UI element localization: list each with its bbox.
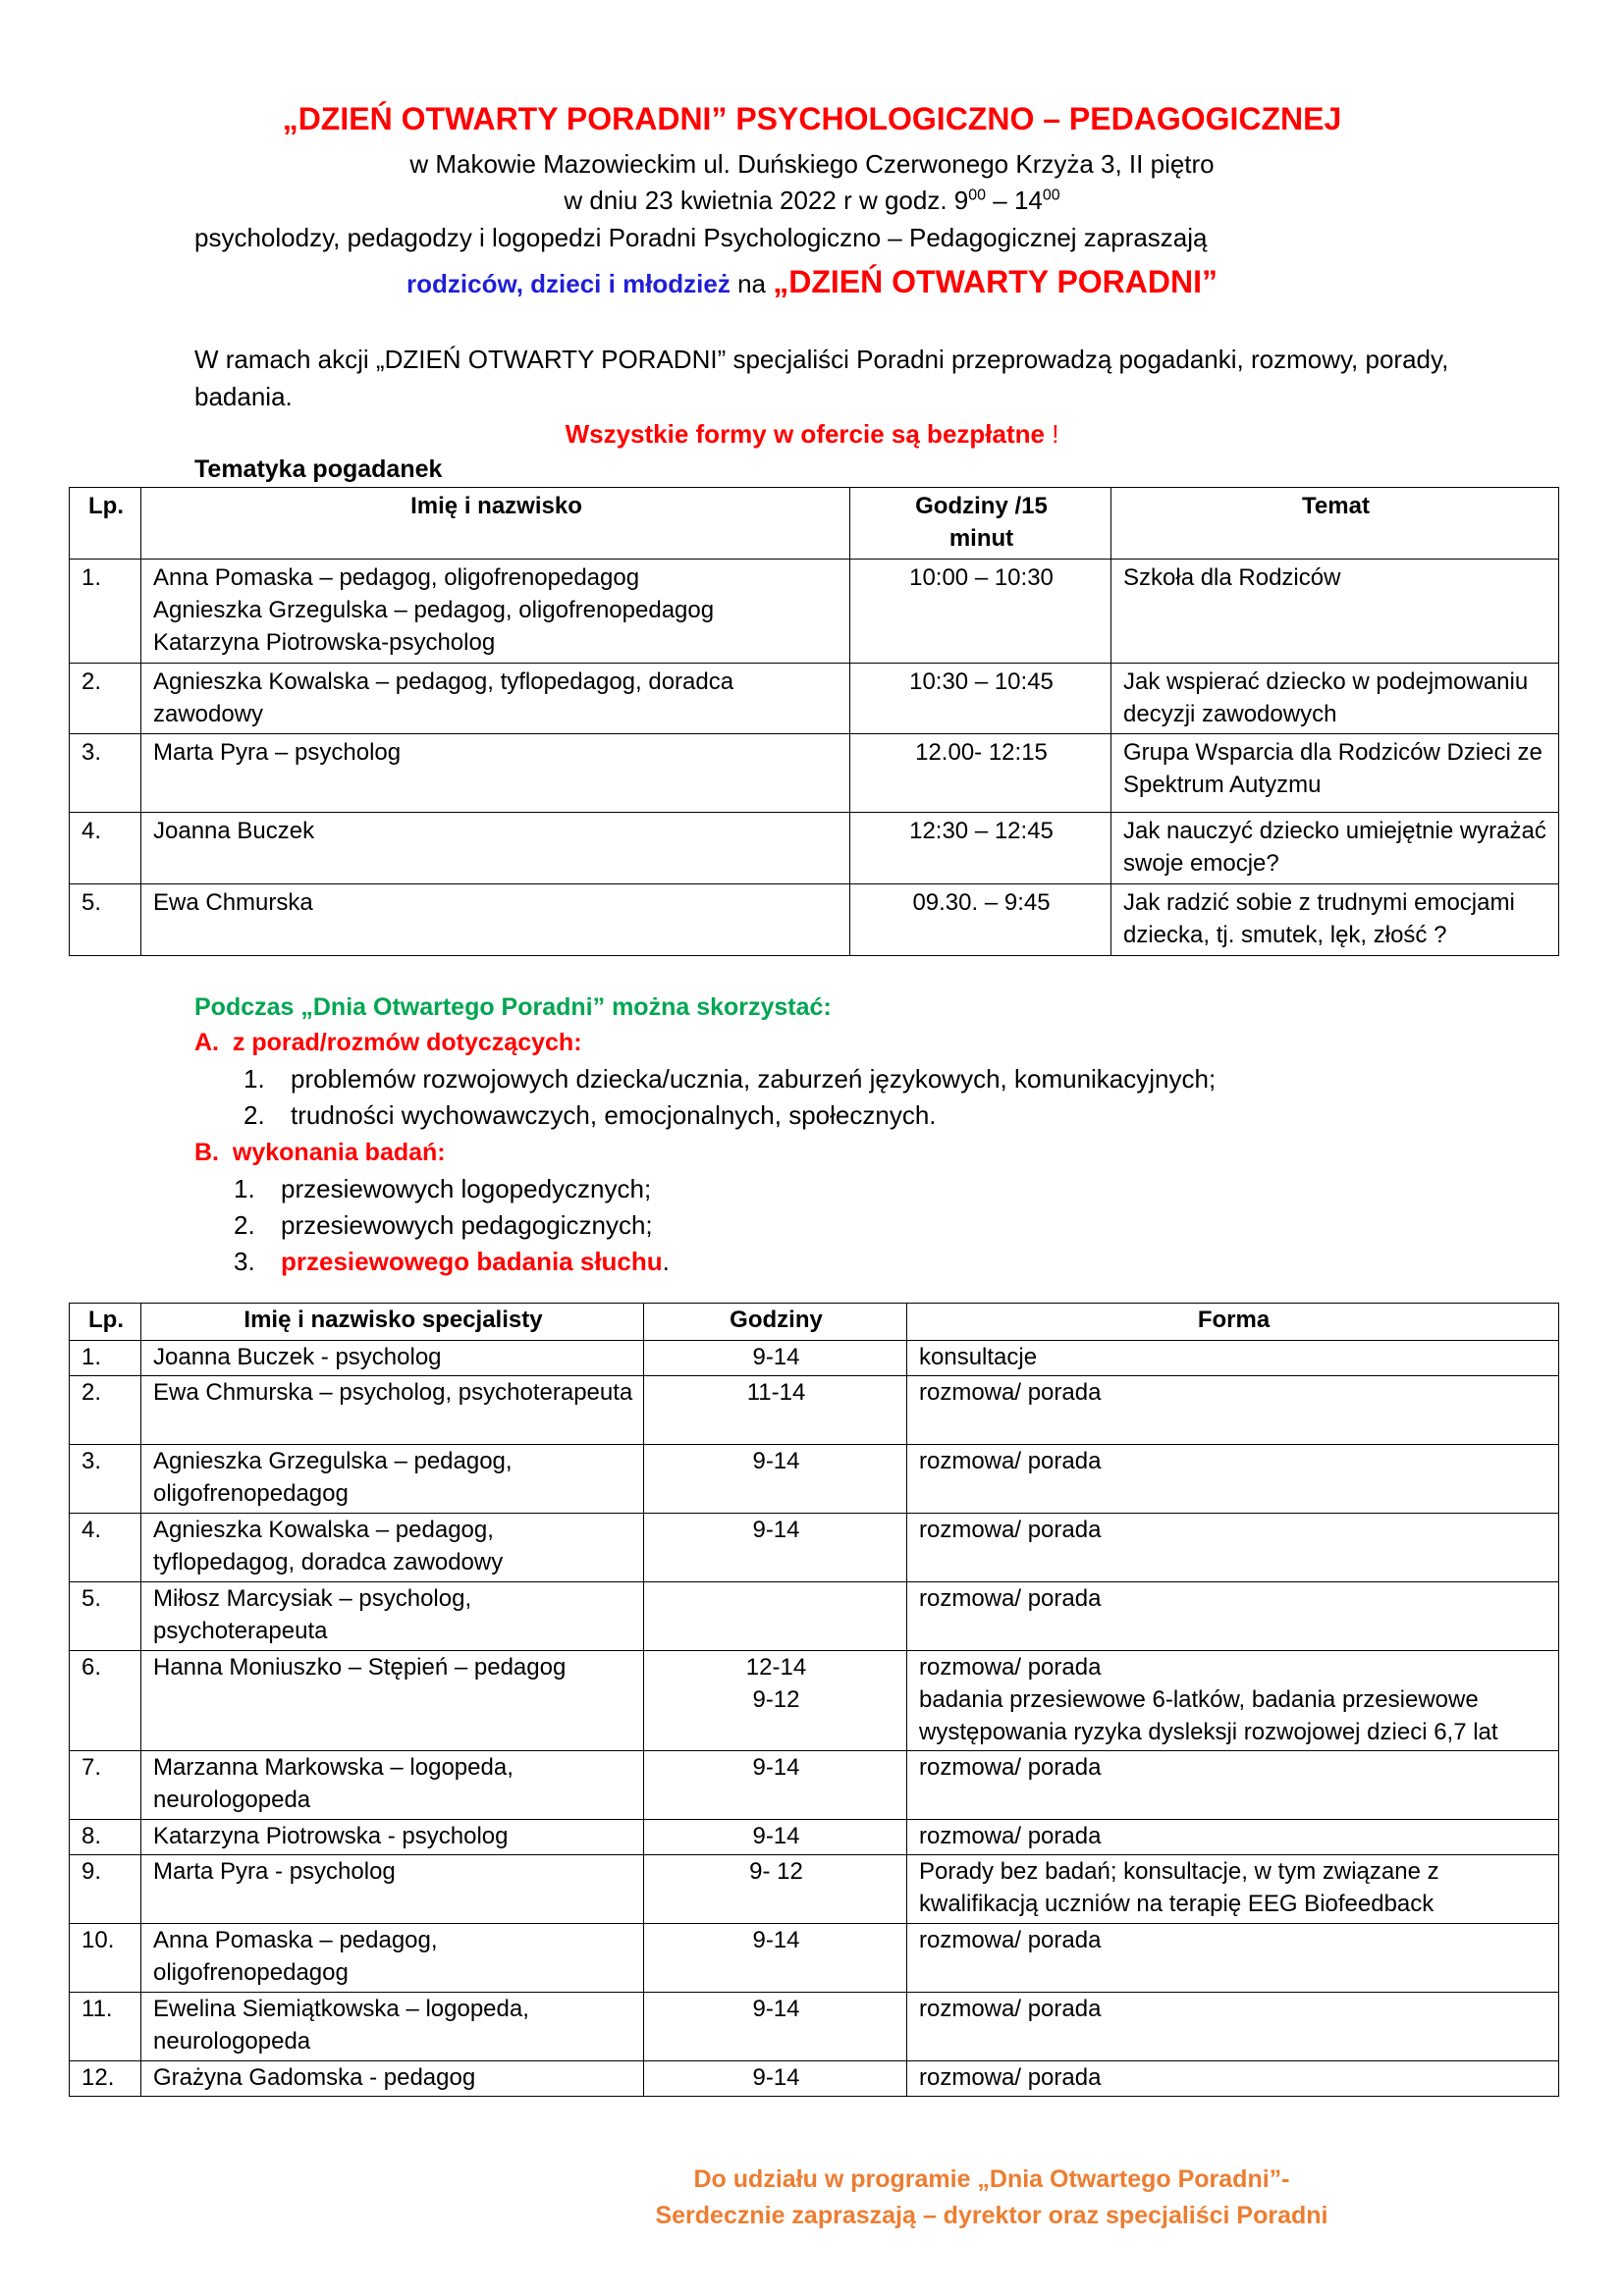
specialist-row (70, 1650, 1559, 1750)
specialist-name: Anna Pomaska – pedagog, oligofrenopedagog (141, 1923, 644, 1992)
specialist-lp: 4. (70, 1513, 141, 1581)
specialist-lp: 7. (70, 1750, 141, 1819)
talks-hours: 09.30. – 9:45 (850, 884, 1111, 956)
invitees-line (0, 261, 1624, 304)
address-line: w Makowie Mazowieckim ul. Duńskiego Czerwonego Krzyża 3, II piętro (409, 149, 1215, 179)
specialist-hours (644, 1444, 907, 1513)
specialist-name: Hanna Moniuszko – Stępień – pedagog (141, 1650, 644, 1750)
specialist-lp: 3. (70, 1444, 141, 1513)
talks-header-row (70, 488, 1559, 560)
offer-b-label: B. (194, 1139, 219, 1166)
specialists-header-row (70, 1304, 1559, 1341)
talks-name-line: Ewa Chmurska (153, 889, 313, 917)
specialist-lp: 6. (70, 1650, 141, 1750)
col-topic: Temat (1111, 488, 1559, 560)
offer-b-item-1: 1. przesiewowych logopedycznych; (234, 1174, 652, 1203)
offer-a-text: z porad/rozmów dotyczących: (232, 1029, 582, 1056)
specialist-form (907, 1750, 1559, 1819)
specialist-form-line: rozmowa/ porada (919, 1995, 1102, 2022)
specialist-hours (644, 1854, 907, 1923)
specialist-form-line: rozmowa/ porada (919, 1753, 1102, 1781)
free-notice: Wszystkie formy w ofercie są bezpłatne (565, 419, 1045, 449)
footer-line-2: Serdecznie zapraszają – dyrektor oraz specjaliści Poradni (655, 2202, 1328, 2229)
footer-line-1: Do udziału w programie „Dnia Otwartego Poradni”- (693, 2165, 1290, 2193)
talks-row (70, 560, 1559, 664)
specialist-lp: 5. (70, 1581, 141, 1650)
invitees: rodziców, dzieci i młodzież (406, 269, 731, 298)
time-start-sup: 00 (968, 187, 987, 204)
talks-heading: Tematyka pogadanek (194, 455, 443, 483)
talks-topic-line: Grupa Wsparcia dla Rodziców Dzieci ze Spektrum Autyzmu (1123, 739, 1543, 799)
specialist-lp: 8. (70, 1819, 141, 1854)
specialist-hours (644, 1581, 907, 1650)
specialist-row (70, 1819, 1559, 1854)
specialist-form (907, 1923, 1559, 1992)
specialist-hours-line: 9-14 (752, 1995, 800, 2022)
specialist-form (907, 1819, 1559, 1854)
specialist-hours-line: 9-14 (752, 1822, 800, 1849)
specialist-row (70, 1581, 1559, 1650)
date-line (0, 184, 1624, 219)
specialist-form-line: Porady bez badań; konsultacje, w tym związane z kwalifikacją uczniów na terapię EEG Biofeedback (919, 1857, 1439, 1917)
talks-name-line: Anna Pomaska – pedagog, oligofrenopedagog (153, 564, 640, 591)
specialist-hours-line: 9-14 (752, 1516, 800, 1543)
talks-name-line: Joanna Buczek (153, 818, 315, 845)
specialist-hours-line: 9-14 (752, 1753, 800, 1781)
talks-topic (1111, 560, 1559, 664)
specialist-lp: 10. (70, 1923, 141, 1992)
page-title: „DZIEŃ OTWARTY PORADNI” PSYCHOLOGICZNO – PEDAGOGICZNEJ (282, 101, 1342, 136)
specialist-hours (644, 2060, 907, 2096)
talks-topic-line: Szkoła dla Rodziców (1123, 564, 1341, 591)
specialist-form-line: rozmowa/ porada (919, 2063, 1102, 2091)
specialist-hours-line: 9-14 (752, 1926, 800, 1953)
specialist-hours (644, 1923, 907, 1992)
talks-names (141, 884, 850, 956)
talks-lp: 3. (70, 734, 141, 813)
talks-topic (1111, 813, 1559, 884)
specialist-lp: 9. (70, 1854, 141, 1923)
specialist-hours-line: 12-14 (745, 1653, 807, 1681)
col-hours: Godziny (644, 1304, 907, 1341)
specialist-name: Agnieszka Kowalska – pedagog, tyflopedagog, doradca zawodowy (141, 1513, 644, 1581)
specialist-lp: 11. (70, 1992, 141, 2060)
talks-topic-line: Jak wspierać dziecko w podejmowaniu decyzji zawodowych (1123, 667, 1529, 727)
talks-name-line: Agnieszka Grzegulska – pedagog, oligofrenopedagog (153, 596, 715, 623)
specialist-row (70, 1513, 1559, 1581)
specialist-hours-line: 9-14 (752, 2063, 800, 2091)
specialist-name: Agnieszka Grzegulska – pedagog, oligofrenopedagog (141, 1444, 644, 1513)
intro-text: W ramach akcji „DZIEŃ OTWARTY PORADNI” specjaliści Poradni przeprowadzą pogadanki, rozmowy, porady, badania. (194, 345, 1449, 411)
talks-names (141, 560, 850, 664)
na-text: na (730, 269, 774, 298)
specialist-row (70, 1992, 1559, 2060)
offer-b-heading (194, 1136, 446, 1169)
specialist-hours (644, 1650, 907, 1750)
specialist-name: Ewelina Siemiątkowska – logopeda, neurologopeda (141, 1992, 644, 2060)
talks-hours: 10:00 – 10:30 (850, 560, 1111, 664)
talks-topic-line: Jak nauczyć dziecko umiejętnie wyrażać swoje emocje? (1123, 818, 1546, 878)
talks-names (141, 663, 850, 734)
specialist-name: Marta Pyra - psycholog (141, 1854, 644, 1923)
col-hours: Godziny /15 minut (850, 488, 1111, 560)
specialist-hours-line: 9- 12 (749, 1857, 803, 1885)
specialist-lp: 12. (70, 2060, 141, 2096)
col-name: Imię i nazwisko (141, 488, 850, 560)
specialist-row (70, 1444, 1559, 1513)
offer-b-text: wykonania badań: (232, 1139, 446, 1166)
talks-name-line: Katarzyna Piotrowska-psycholog (153, 628, 496, 656)
date-text: w dniu 23 kwietnia 2022 r w godz. 9 (564, 186, 969, 215)
specialist-form-line: rozmowa/ porada (919, 1584, 1102, 1612)
col-lp: Lp. (70, 488, 141, 560)
talks-lp: 2. (70, 663, 141, 734)
specialist-hours (644, 1513, 907, 1581)
offer-a-item-1: 1. problemów rozwojowych dziecka/ucznia, zaburzeń językowych, komunikacyjnych; (244, 1064, 1217, 1094)
specialist-name: Miłosz Marcysiak – psycholog, psychoterapeuta (141, 1581, 644, 1650)
offer-b-item-3: 3. przesiewowego badania słuchu. (234, 1247, 670, 1276)
specialist-name: Ewa Chmurska – psycholog, psychoterapeuta (141, 1375, 644, 1444)
talks-row (70, 663, 1559, 734)
specialist-form-line: rozmowa/ porada (919, 1447, 1102, 1474)
specialist-row (70, 2060, 1559, 2096)
time-dash: – 14 (986, 186, 1043, 215)
talks-hours: 12.00- 12:15 (850, 734, 1111, 813)
specialist-hours (644, 1819, 907, 1854)
specialist-form-line: rozmowa/ porada (919, 1653, 1102, 1681)
specialist-hours (644, 1375, 907, 1444)
specialist-form (907, 2060, 1559, 2096)
specialist-form (907, 1992, 1559, 2060)
specialist-form (907, 1444, 1559, 1513)
specialist-hours-line: 9-14 (752, 1447, 800, 1474)
talks-hours: 10:30 – 10:45 (850, 663, 1111, 734)
specialist-form (907, 1375, 1559, 1444)
talks-topic-line: Jak radzić sobie z trudnymi emocjami dziecka, tj. smutek, lęk, złość ? (1123, 889, 1515, 948)
talks-topic (1111, 884, 1559, 956)
specialist-form-line: rozmowa/ porada (919, 1378, 1102, 1406)
specialist-lp: 2. (70, 1375, 141, 1444)
specialist-name: Joanna Buczek - psycholog (141, 1341, 644, 1376)
specialist-form (907, 1341, 1559, 1376)
specialist-hours (644, 1750, 907, 1819)
specialist-form (907, 1581, 1559, 1650)
specialist-row (70, 1750, 1559, 1819)
col-lp: Lp. (70, 1304, 141, 1341)
col-specialist: Imię i nazwisko specjalisty (141, 1304, 644, 1341)
talks-table (69, 487, 1559, 956)
specialist-form-line: badania przesiewowe 6-latków, badania przesiewowe występowania ryzyka dysleksji rozwojowej dzieci 6,7 lat (919, 1685, 1498, 1745)
talks-name-line: Agnieszka Kowalska – pedagog, tyflopedagog, doradca zawodowy (153, 667, 734, 727)
specialist-row (70, 1923, 1559, 1992)
specialist-hours-line: 11-14 (746, 1378, 806, 1406)
talks-names (141, 813, 850, 884)
offer-a-label: A. (194, 1029, 219, 1056)
offer-b-item-2: 2. przesiewowych pedagogicznych; (234, 1210, 653, 1240)
offer-heading: Podczas „Dnia Otwartego Poradni” można skorzystać: (194, 993, 832, 1021)
event-name: „DZIEŃ OTWARTY PORADNI” (773, 264, 1218, 299)
specialists-table (69, 1303, 1559, 2097)
specialist-row (70, 1341, 1559, 1376)
invite-line: psycholodzy, pedagodzy i logopedzi Poradni Psychologiczno – Pedagogicznej zapraszają (194, 223, 1208, 252)
specialist-form-line: rozmowa/ porada (919, 1822, 1102, 1849)
talks-name-line: Marta Pyra – psycholog (153, 739, 402, 767)
specialist-form (907, 1854, 1559, 1923)
talks-topic (1111, 663, 1559, 734)
specialist-form-line: rozmowa/ porada (919, 1516, 1102, 1543)
free-mark: ! (1044, 419, 1059, 449)
specialist-row (70, 1375, 1559, 1444)
specialist-form (907, 1513, 1559, 1581)
free-notice-line (0, 417, 1624, 453)
talks-row (70, 813, 1559, 884)
time-end-sup: 00 (1042, 187, 1060, 204)
specialist-name: Marzanna Markowska – logopeda, neurologopeda (141, 1750, 644, 1819)
specialist-row (70, 1854, 1559, 1923)
talks-lp: 1. (70, 560, 141, 664)
specialist-hours (644, 1992, 907, 2060)
specialist-name: Katarzyna Piotrowska - psycholog (141, 1819, 644, 1854)
talks-lp: 5. (70, 884, 141, 956)
talks-topic (1111, 734, 1559, 813)
specialist-name: Grażyna Gadomska - pedagog (141, 2060, 644, 2096)
talks-names (141, 734, 850, 813)
talks-hours: 12:30 – 12:45 (850, 813, 1111, 884)
specialist-lp: 1. (70, 1341, 141, 1376)
talks-row (70, 884, 1559, 956)
offer-a-item-2: 2. trudności wychowawczych, emocjonalnych, społecznych. (244, 1100, 937, 1130)
specialist-hours (644, 1341, 907, 1376)
specialist-hours-line: 9-14 (752, 1344, 800, 1370)
specialist-form (907, 1650, 1559, 1750)
specialist-form-line: konsultacje (919, 1344, 1038, 1370)
col-form: Forma (907, 1304, 1559, 1341)
specialist-hours-line: 9-12 (752, 1685, 800, 1713)
specialist-form-line: rozmowa/ porada (919, 1926, 1102, 1953)
talks-lp: 4. (70, 813, 141, 884)
offer-a-heading (194, 1026, 582, 1059)
talks-row (70, 734, 1559, 813)
